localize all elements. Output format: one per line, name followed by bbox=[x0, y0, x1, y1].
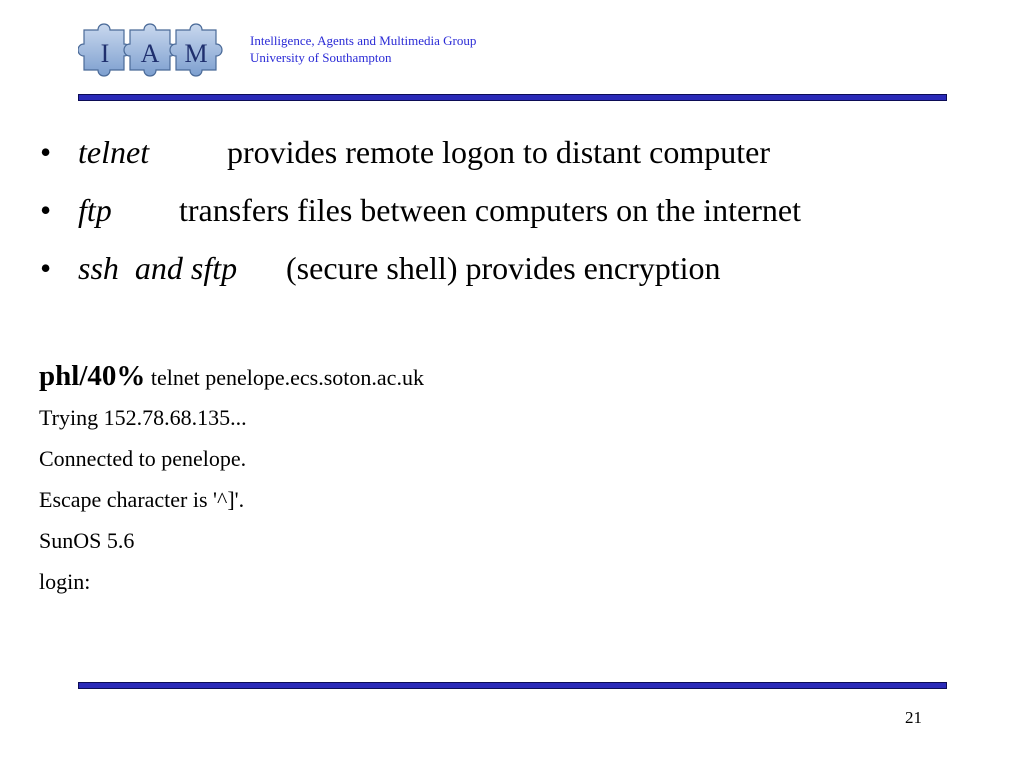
telnet-session bbox=[39, 356, 424, 602]
logo-letter-i: I bbox=[100, 39, 110, 68]
logo-letter-m: M bbox=[184, 39, 208, 68]
org-name bbox=[250, 32, 476, 66]
session-login-prompt: login: bbox=[39, 569, 91, 594]
bullet-dot: • bbox=[40, 192, 52, 228]
shell-command: telnet penelope.ecs.soton.ac.uk bbox=[150, 365, 424, 390]
bullet-description: (secure shell) provides encryption bbox=[286, 250, 721, 286]
slide-header bbox=[0, 0, 1024, 100]
header-divider bbox=[78, 94, 947, 101]
logo-letter-a: A bbox=[140, 39, 160, 68]
bullet-dot: • bbox=[40, 250, 52, 286]
bullet-description: provides remote logon to distant computer bbox=[227, 134, 770, 170]
bullet-term: ssh and sftp bbox=[78, 250, 238, 286]
shell-prompt: phl/40% bbox=[39, 360, 146, 392]
org-group-name: Intelligence, Agents and Multimedia Group bbox=[250, 33, 477, 48]
bullet-dot: • bbox=[40, 134, 52, 170]
bullet-term: telnet bbox=[78, 134, 150, 170]
iam-puzzle-logo bbox=[78, 16, 226, 80]
session-output-line: Escape character is '^]'. bbox=[39, 487, 245, 512]
session-output-line: Connected to penelope. bbox=[39, 446, 247, 471]
session-command-line bbox=[39, 356, 424, 397]
footer-divider bbox=[78, 682, 947, 689]
session-output-line: Trying 152.78.68.135... bbox=[39, 405, 247, 430]
session-output-line: SunOS 5.6 bbox=[39, 528, 135, 553]
page-number: 21 bbox=[905, 708, 922, 727]
org-university-name: University of Southampton bbox=[250, 50, 392, 65]
bullet-term: ftp bbox=[78, 192, 112, 228]
bullet-description: transfers files between computers on the internet bbox=[179, 192, 801, 228]
